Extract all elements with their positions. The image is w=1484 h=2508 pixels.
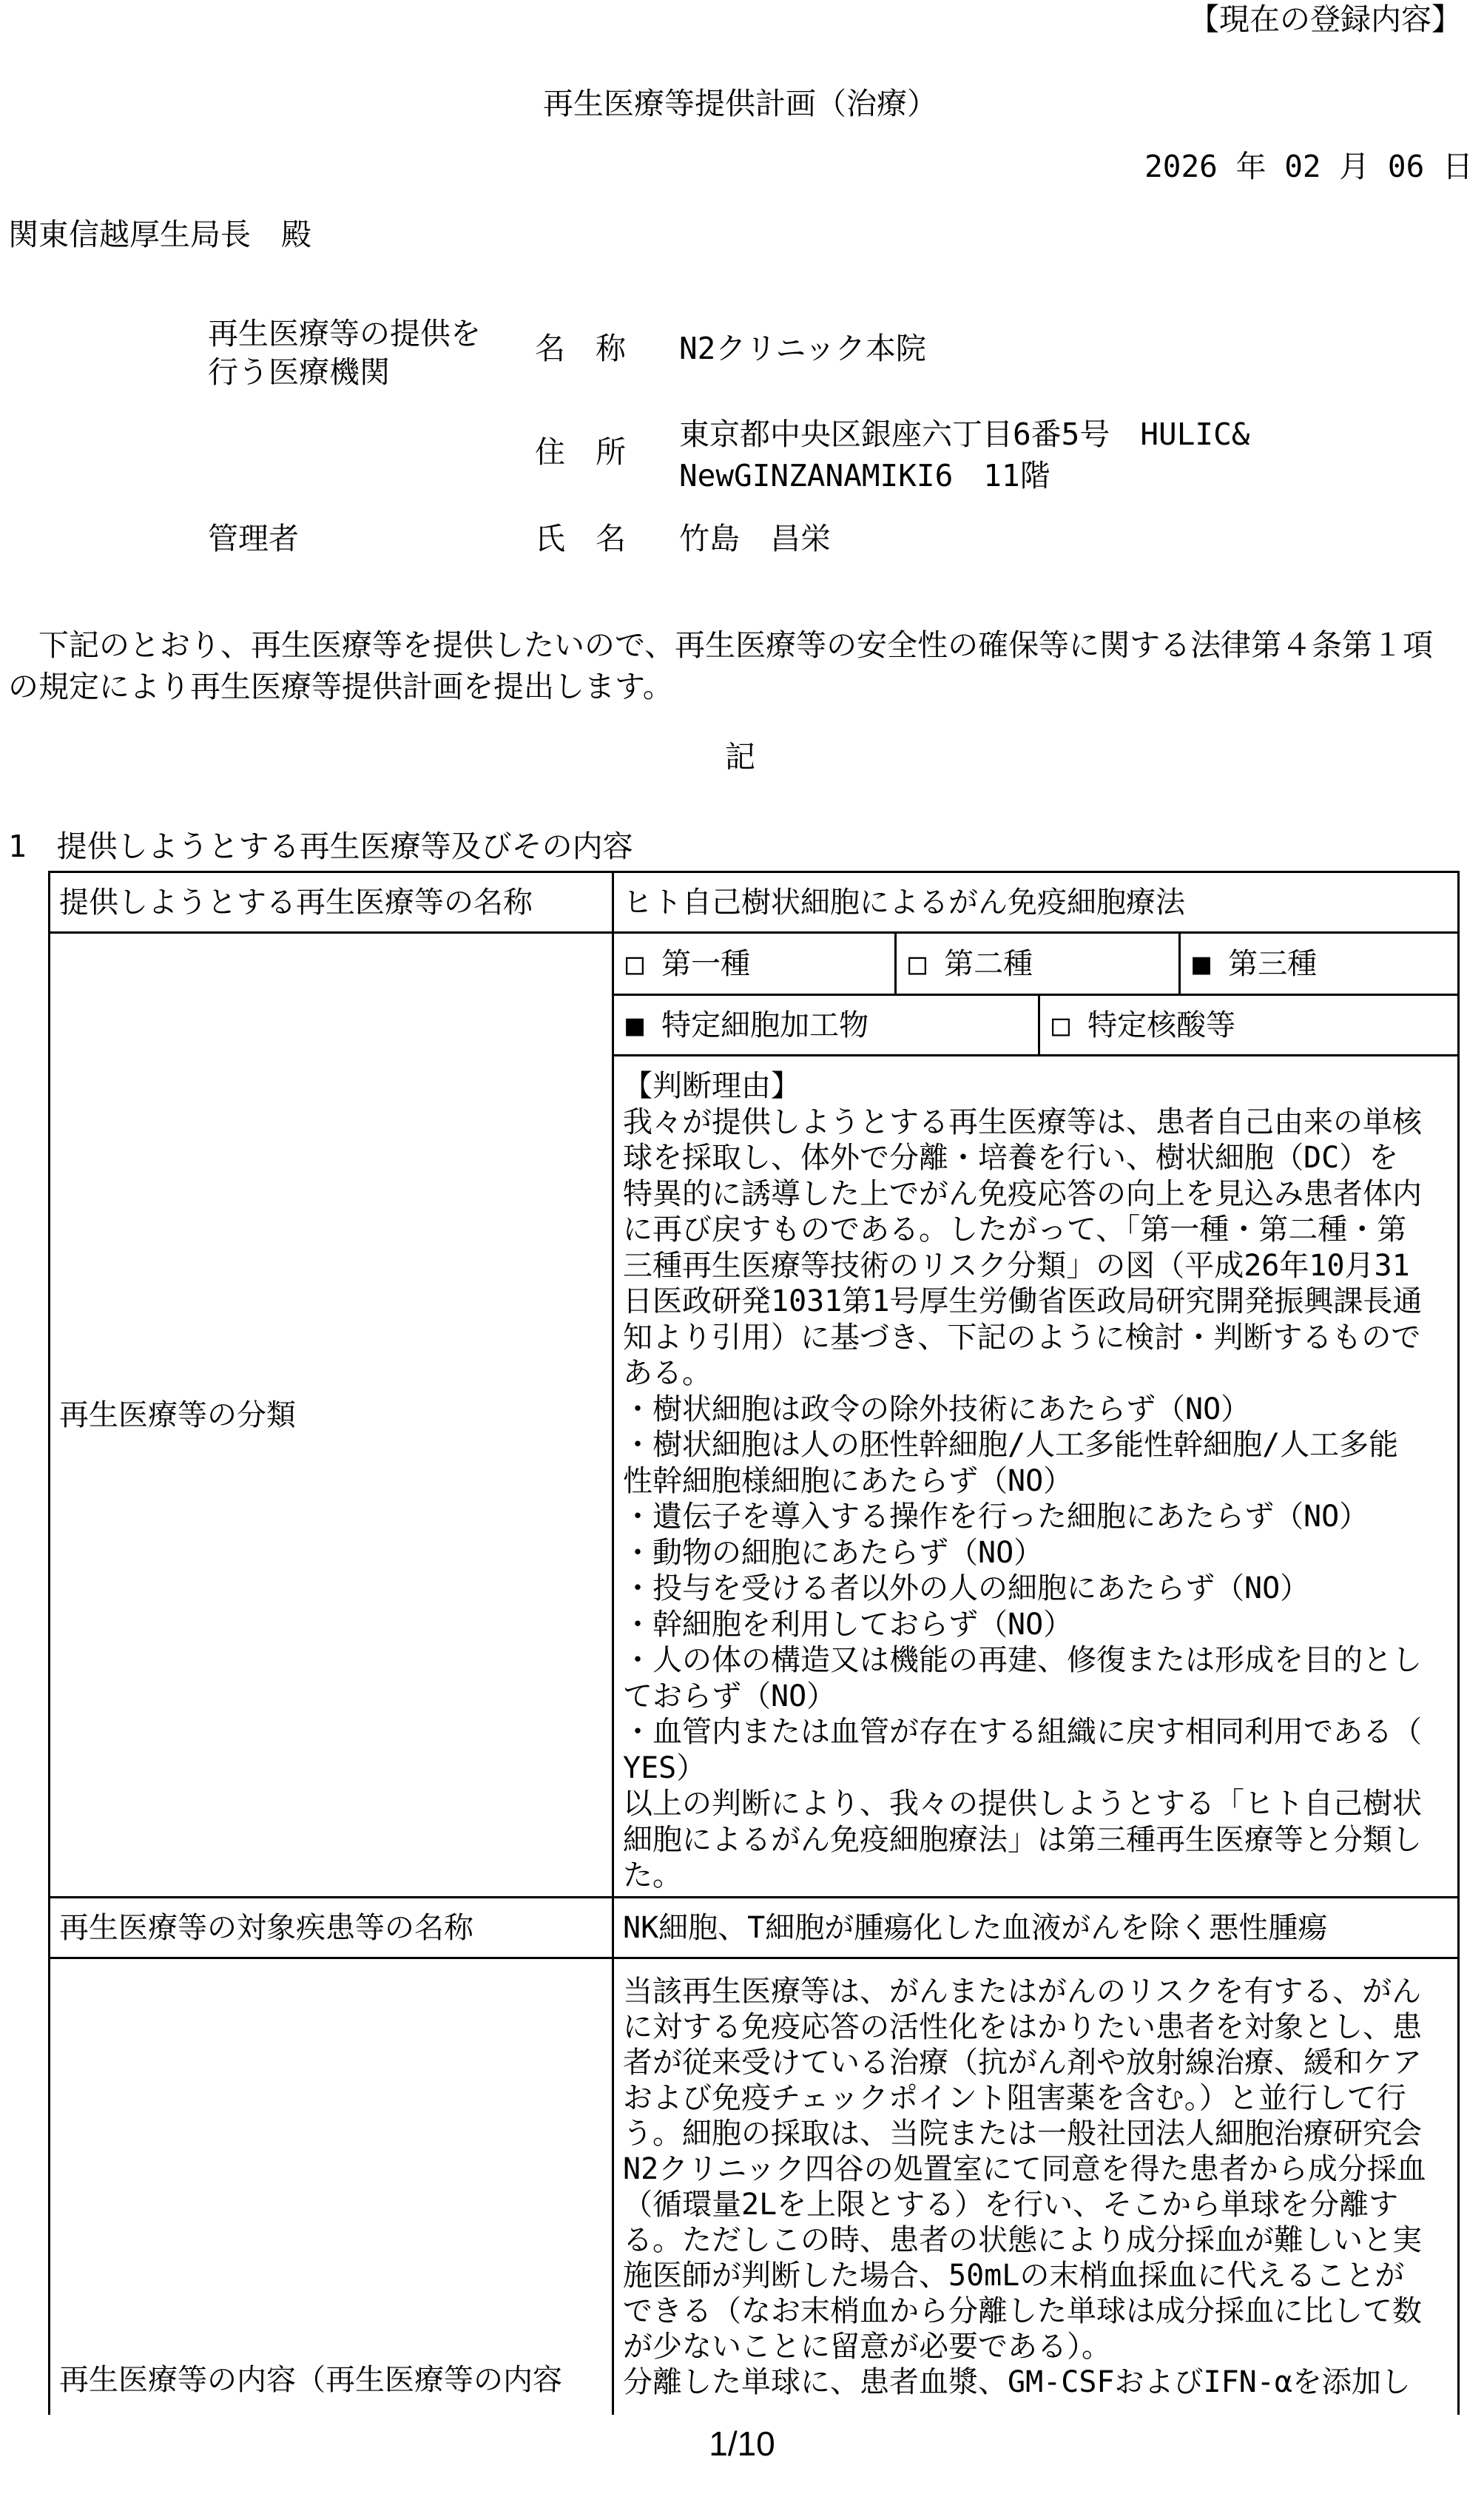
reason-line: 性幹細胞様細胞にあたらず（NO） [623, 1463, 1073, 1498]
classification-row-label: 再生医療等の分類 [48, 931, 612, 1896]
intro-line: 下記のとおり、再生医療等を提供したいので、再生医療等の安全性の確保等に関する法律第４条第１項 [8, 627, 1434, 663]
address-label: 住 所 [535, 434, 626, 470]
content-row-text [612, 1957, 1460, 2415]
content-row-label: 再生医療等の内容（再生医療等の内容 [59, 2363, 562, 2397]
content-line: に対する免疫応答の活性化をはかりたい患者を対象とし、患 [623, 2010, 1422, 2044]
specified-cell-product-checkbox: ■ 特定細胞加工物 [612, 994, 1038, 1054]
reason-line: 三種再生医療等技術のリスク分類」の図（平成26年10月31 [623, 1248, 1410, 1283]
manager-name-label: 氏 名 [535, 521, 626, 556]
content-row-label-cell [48, 1957, 612, 2415]
content-line: N2クリニック四谷の処置室にて同意を得た患者から成分採血 [623, 2152, 1426, 2186]
institution-label-line: 行う医療機関 [208, 354, 390, 390]
name-row-value: ヒト自己樹状細胞によるがん免疫細胞療法 [612, 871, 1460, 931]
content-line: る。ただしこの時、患者の状態により成分採血が難しいと実 [623, 2223, 1422, 2257]
reason-line: 球を採取し、体外で分離・培養を行い、樹状細胞（DC）を [623, 1141, 1399, 1175]
reason-line: ておらず（NO） [623, 1679, 837, 1713]
content-line: （循環量2Lを上限とする）を行い、そこから単球を分離す [623, 2188, 1399, 2222]
page-number: 1/10 [709, 2424, 775, 2463]
addressee: 関東信越厚生局長 殿 [8, 217, 311, 252]
reason-line: 我々が提供しようとする再生医療等は、患者自己由来の単核 [623, 1105, 1422, 1139]
reason-line: YES） [623, 1750, 706, 1785]
classification-reason [612, 1054, 1460, 1896]
ki-heading: 記 [725, 739, 755, 775]
content-line: が少ないことに留意が必要である）。 [623, 2330, 1111, 2364]
disease-row-label: 再生医療等の対象疾患等の名称 [48, 1896, 612, 1957]
reason-line: に再び戻すものである。したがって、「第一種・第二種・第 [623, 1213, 1407, 1247]
address-line: NewGINZANAMIKI6 11階 [679, 458, 1050, 493]
reason-line: ・樹状細胞は政令の除外技術にあたらず（NO） [623, 1392, 1251, 1426]
institution-name-label: 名 称 [535, 331, 626, 366]
reason-line: 【判断理由】 [623, 1069, 800, 1103]
reason-line: ・動物の細胞にあたらず（NO） [623, 1535, 1044, 1570]
reason-line: 以上の判断により、我々の提供しようとする「ヒト自己樹状 [623, 1787, 1422, 1821]
content-line: 施医師が判断した場合、50mLの末梢血採血に代えることが [623, 2259, 1405, 2293]
reason-line: 知より引用）に基づき、下記のように検討・判断するもので [623, 1320, 1421, 1355]
reason-line: た。 [623, 1858, 682, 1892]
disease-row-value: NK細胞、T細胞が腫瘍化した血液がんを除く悪性腫瘍 [612, 1896, 1460, 1957]
document-title: 再生医療等提供計画（治療） [543, 86, 937, 121]
institution-label [208, 314, 481, 391]
reason-line: ・幹細胞を利用しておらず（NO） [623, 1607, 1073, 1642]
type-1-checkbox: □ 第一種 [612, 931, 894, 994]
intro-paragraph [8, 624, 1433, 707]
content-line: および免疫チェックポイント阻害薬を含む。）と並行して行 [623, 2081, 1406, 2115]
address-line: 東京都中央区銀座六丁目6番5号 HULIC& [679, 417, 1250, 452]
reason-line: 特異的に誘導した上でがん免疫応答の向上を見込み患者体内 [623, 1176, 1422, 1211]
content-line: できる（なお末梢血から分離した単球は成分採血に比して数 [623, 2294, 1422, 2328]
submission-date: 2026 年 02 月 06 日 [1144, 149, 1473, 184]
content-line: 当該再生医療等は、がんまたはがんのリスクを有する、がん [623, 1975, 1422, 2009]
reason-line: ・投与を受ける者以外の人の細胞にあたらず（NO） [623, 1571, 1310, 1605]
reason-line: 日医政研発1031第1号厚生労働省医政局研究開発振興課長通 [623, 1284, 1423, 1318]
specified-nucleic-acid-checkbox: □ 特定核酸等 [1038, 994, 1460, 1054]
type-3-checkbox: ■ 第三種 [1178, 931, 1460, 994]
manager-label: 管理者 [208, 521, 299, 556]
manager-name-value: 竹島 昌栄 [679, 521, 831, 556]
reason-line: ・遺伝子を導入する操作を行った細胞にあたらず（NO） [623, 1500, 1369, 1534]
content-line: 者が従来受けている治療（抗がん剤や放射線治療、緩和ケア [623, 2046, 1422, 2080]
intro-line: の規定により再生医療等提供計画を提出します。 [8, 669, 673, 704]
content-line: 分離した単球に、患者血漿、GM-CSFおよびIFN-αを添加し [623, 2365, 1411, 2399]
section-1-heading: 1 提供しようとする再生医療等及びその内容 [8, 829, 633, 864]
address-value [679, 414, 1249, 496]
name-row-label: 提供しようとする再生医療等の名称 [48, 871, 612, 931]
content-line: う。細胞の採取は、当院または一般社団法人細胞治療研究会 [623, 2117, 1422, 2151]
registration-status-label: 【現在の登録内容】 [1189, 1, 1462, 37]
reason-line: 細胞によるがん免疫細胞療法」は第三種再生医療等と分類し [623, 1822, 1422, 1857]
reason-line: ・人の体の構造又は機能の再建、修復または形成を目的とし [623, 1643, 1422, 1677]
reason-line: ある。 [623, 1356, 712, 1390]
reason-line: ・樹状細胞は人の胚性幹細胞/人工多能性幹細胞/人工多能 [623, 1428, 1399, 1462]
reason-line: ・血管内または血管が存在する組織に戻す相同利用である（ [623, 1715, 1422, 1749]
institution-label-line: 再生医療等の提供を [208, 316, 481, 351]
type-2-checkbox: □ 第二種 [894, 931, 1178, 994]
institution-name-value: N2クリニック本院 [679, 331, 926, 366]
